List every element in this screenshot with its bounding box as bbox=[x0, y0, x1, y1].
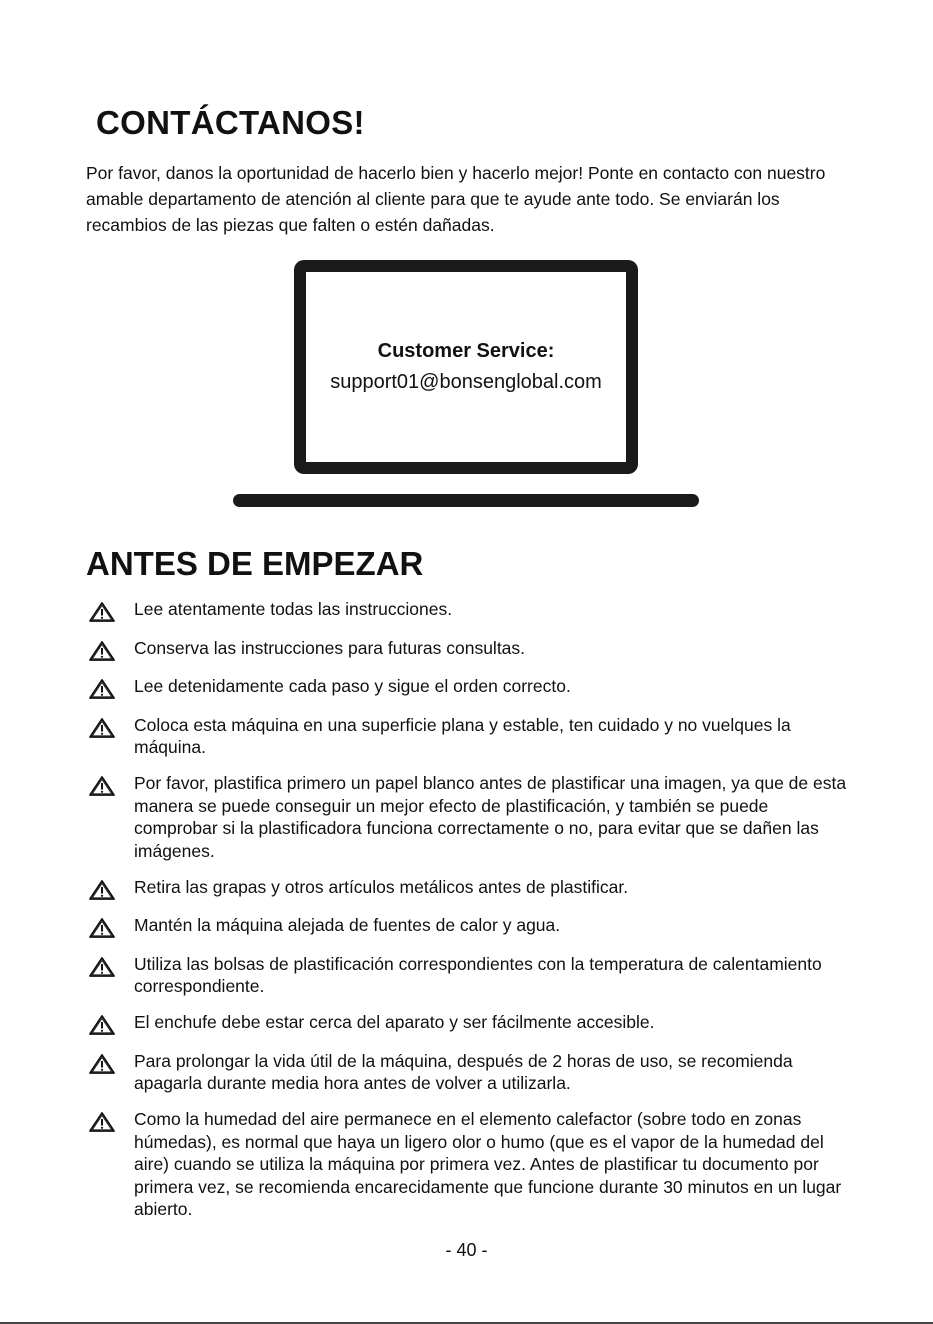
warning-text: Utiliza las bolsas de plastificación correspondientes con la temperatura de calentamiento correspondiente. bbox=[134, 953, 822, 996]
warning-text: Para prolongar la vida útil de la máquina, después de 2 horas de uso, se recomienda apagarla durante media hora antes de volver a utilizarla. bbox=[134, 1050, 793, 1093]
warning-triangle-icon bbox=[88, 953, 134, 978]
warning-item bbox=[88, 1050, 848, 1095]
warning-triangle-icon bbox=[88, 876, 134, 901]
warning-item bbox=[88, 876, 848, 901]
warning-text: Coloca esta máquina en una superficie plana y estable, ten cuidado y no vuelques la máquina. bbox=[134, 714, 791, 757]
warning-text: Lee detenidamente cada paso y sigue el orden correcto. bbox=[134, 676, 571, 696]
warning-text: El enchufe debe estar cerca del aparato y ser fácilmente accesible. bbox=[134, 1012, 655, 1032]
laptop-screen-illustration bbox=[294, 260, 638, 474]
warning-triangle-icon bbox=[88, 914, 134, 939]
warning-item bbox=[88, 637, 848, 662]
warning-item bbox=[88, 772, 848, 862]
laptop-base-illustration bbox=[233, 494, 699, 507]
warning-text: Lee atentamente todas las instrucciones. bbox=[134, 599, 453, 619]
warnings-list bbox=[88, 598, 848, 1234]
warning-triangle-icon bbox=[88, 637, 134, 662]
warning-triangle-icon bbox=[88, 1050, 134, 1075]
warning-triangle-icon bbox=[88, 675, 134, 700]
warning-item bbox=[88, 598, 848, 623]
contact-title: CONTÁCTANOS! bbox=[96, 104, 365, 141]
warning-text: Retira las grapas y otros artículos metálicos antes de plastificar. bbox=[134, 876, 629, 897]
warning-item bbox=[88, 675, 848, 700]
warning-item bbox=[88, 953, 848, 998]
warning-item bbox=[88, 914, 848, 939]
warning-text: Conserva las instrucciones para futuras consultas. bbox=[134, 637, 526, 658]
warning-item bbox=[88, 1011, 848, 1036]
warning-text: Mantén la máquina alejada de fuentes de calor y agua. bbox=[134, 915, 561, 935]
warning-triangle-icon bbox=[88, 1011, 134, 1036]
warning-triangle-icon bbox=[88, 598, 134, 623]
warning-text: Por favor, plastifica primero un papel blanco antes de plastificar una imagen, ya que de esta manera se puede conseguir un mejor efecto de plastificación, y también se puede comprobar si la plastificadora funciona correctamente o no, para evitar que se dañen las imágenes. bbox=[134, 773, 847, 861]
before-start-title: ANTES DE EMPEZAR bbox=[86, 545, 424, 582]
contact-intro: Por favor, danos la oportunidad de hacerlo bien y hacerlo mejor! Ponte en contacto con nuestro amable departamento de atención al cliente para que te ayude ante todo. Se enviarán los recambios de las piezas que falten o estén dañadas. bbox=[86, 163, 826, 235]
warning-text: Como la humedad del aire permanece en el elemento calefactor (sobre todo en zonas húmedas), es normal que haya un ligero olor o humo (que es el vapor de la humedad del aire) cuando se utiliza la máquina por primera vez. Antes de plastificar tu documento por primera vez, se recomienda encarecidamente que funcione durante 30 minutos en un lugar abierto. bbox=[134, 1109, 842, 1219]
support-email: support01@bonsenglobal.com bbox=[330, 371, 602, 393]
warning-triangle-icon bbox=[88, 772, 134, 797]
warning-triangle-icon bbox=[88, 1108, 134, 1133]
warning-item bbox=[88, 1108, 848, 1221]
warning-triangle-icon bbox=[88, 714, 134, 739]
customer-service-label: Customer Service: bbox=[377, 340, 555, 362]
warning-item bbox=[88, 714, 848, 759]
page-number: - 40 - bbox=[445, 1240, 488, 1260]
